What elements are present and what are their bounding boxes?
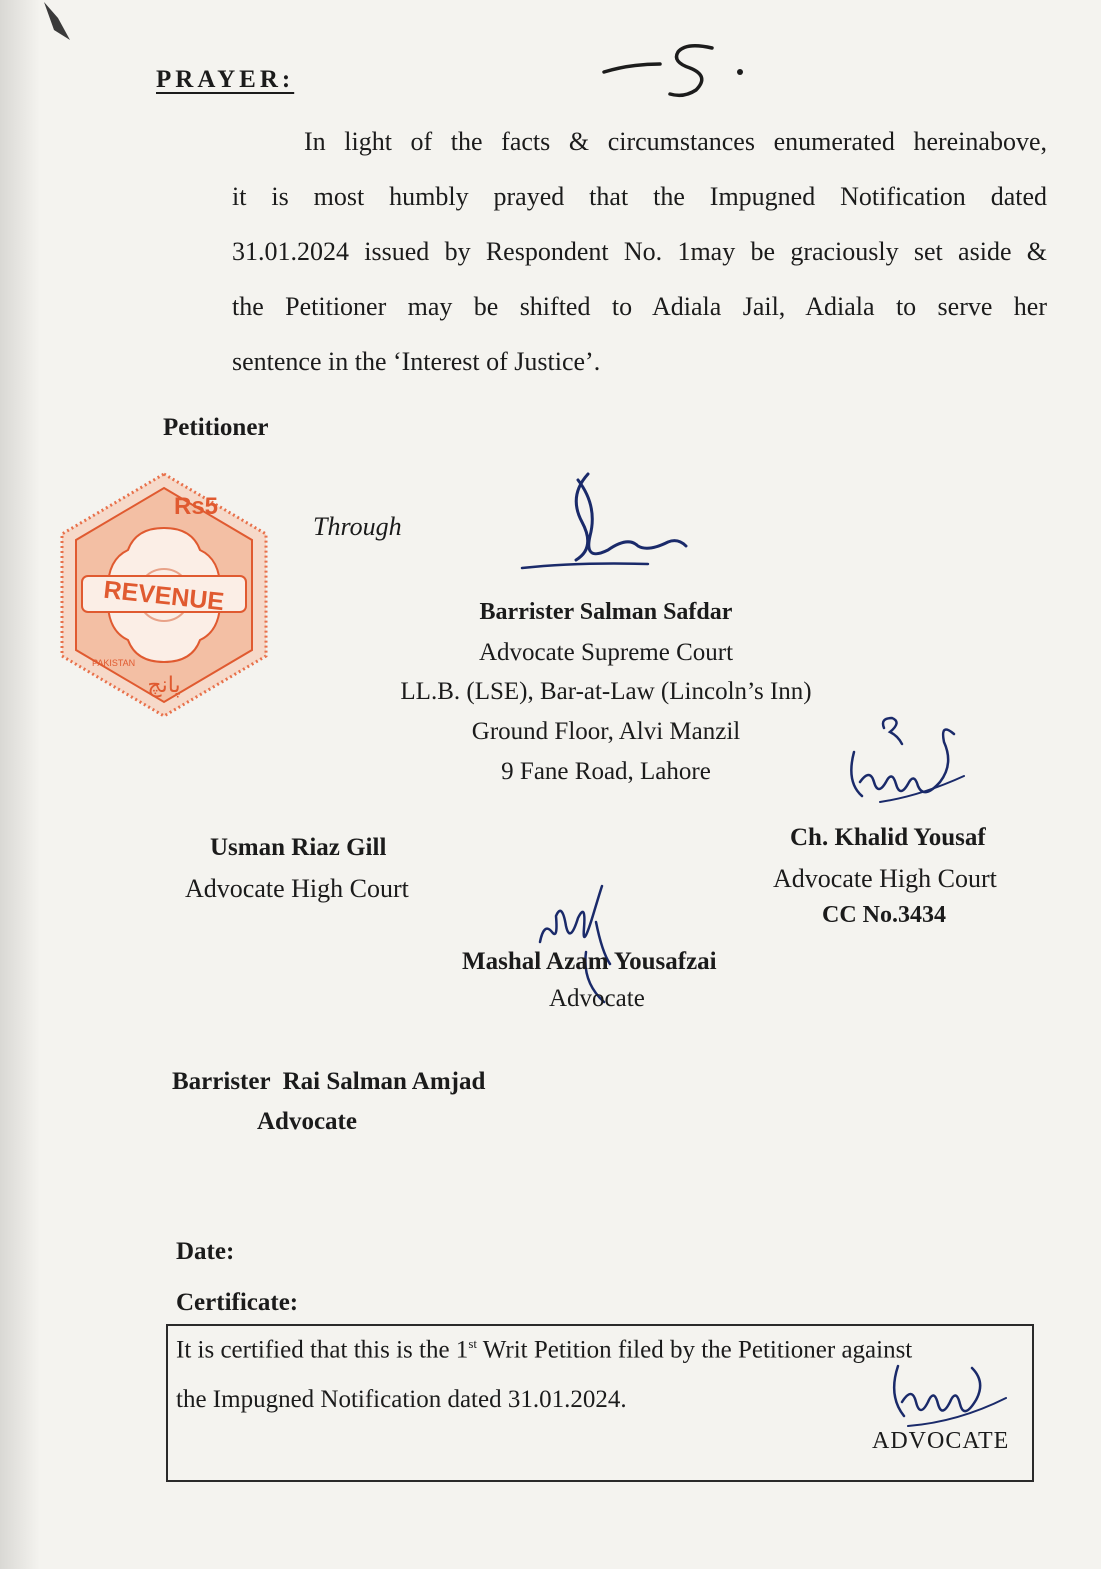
prayer-heading: PRAYER: bbox=[156, 66, 295, 93]
counsel-left-title: Advocate High Court bbox=[185, 874, 409, 903]
page-number-handwritten bbox=[600, 38, 760, 108]
counsel-main-line: Advocate Supreme Court bbox=[478, 639, 734, 666]
counsel-center-title: Advocate bbox=[549, 985, 645, 1012]
signature-khalid-yousaf bbox=[840, 712, 980, 812]
counsel-main-name: Barrister Salman Safdar bbox=[479, 599, 733, 625]
prayer-line: In light of the facts & circumstances enumerated hereinabove, bbox=[304, 127, 1047, 156]
stamp-country: PAKISTAN bbox=[92, 658, 136, 668]
certificate-superscript: st bbox=[468, 1336, 477, 1351]
date-label: Date: bbox=[176, 1238, 235, 1265]
through-label: Through bbox=[313, 512, 402, 541]
certificate-box bbox=[166, 1324, 1034, 1482]
counsel-right-cc: CC No.3434 bbox=[822, 902, 946, 928]
certificate-line-1 bbox=[176, 1336, 912, 1364]
certificate-line-2: the Impugned Notification dated 31.01.2024. bbox=[176, 1386, 627, 1413]
counsel-main-block bbox=[396, 592, 816, 673]
petitioner-label: Petitioner bbox=[163, 414, 269, 441]
prayer-paragraph bbox=[232, 114, 1047, 389]
counsel-bottom-title: Advocate bbox=[257, 1108, 357, 1135]
prayer-line: it is most humbly prayed that the Impugned Notification dated bbox=[232, 182, 1047, 211]
counsel-right-title: Advocate High Court bbox=[773, 864, 997, 893]
revenue-stamp bbox=[52, 470, 276, 720]
counsel-center-name: Mashal Azam Yousafzai bbox=[462, 948, 717, 975]
stamp-value: Rs5 bbox=[174, 493, 219, 520]
signature-salman-safdar bbox=[518, 466, 698, 576]
signature-certificate bbox=[868, 1346, 1018, 1436]
counsel-main-line: LL.B. (LSE), Bar-at-Law (Lincoln’s Inn) bbox=[400, 678, 812, 705]
prayer-line: 31.01.2024 issued by Respondent No. 1may be graciously set aside & bbox=[232, 237, 1047, 266]
page-number-text: -5. bbox=[600, 38, 602, 39]
counsel-bottom-name: Barrister Rai Salman Amjad bbox=[172, 1068, 486, 1095]
prayer-line: the Petitioner may be shifted to Adiala Jail, Adiala to serve her bbox=[232, 292, 1047, 321]
certificate-label: Certificate: bbox=[176, 1289, 299, 1316]
counsel-main-line: 9 Fane Road, Lahore bbox=[501, 758, 711, 785]
certificate-signer: ADVOCATE bbox=[872, 1428, 1010, 1454]
stamp-urdu-text: پانچ bbox=[147, 673, 181, 698]
counsel-right-name: Ch. Khalid Yousaf bbox=[790, 824, 986, 851]
stamp-label: REVENUE bbox=[102, 575, 226, 617]
staple-mark bbox=[40, 0, 100, 60]
counsel-main-line: Ground Floor, Alvi Manzil bbox=[471, 718, 741, 745]
page-edge-shadow bbox=[0, 0, 40, 1569]
counsel-left-name: Usman Riaz Gill bbox=[210, 834, 387, 861]
certificate-text-pre: It is certified that this is the 1 bbox=[176, 1336, 469, 1364]
certificate-text-post: Writ Petition filed by the Petitioner against bbox=[476, 1336, 913, 1364]
prayer-line: sentence in the ‘Interest of Justice’. bbox=[232, 347, 601, 376]
